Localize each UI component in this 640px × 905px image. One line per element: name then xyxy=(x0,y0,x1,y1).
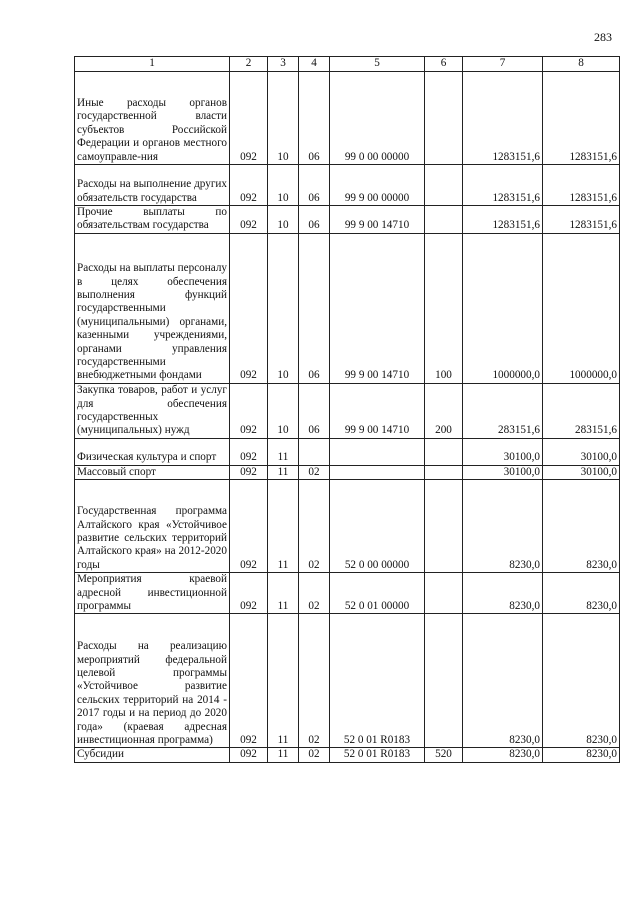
row-name-cell: Субсидии xyxy=(75,748,230,762)
column-header: 4 xyxy=(299,57,330,72)
subsection-cell: 06 xyxy=(299,383,330,438)
admin-code-cell: 092 xyxy=(230,233,268,383)
admin-code-cell: 092 xyxy=(230,573,268,614)
amount-cell: 283151,6 xyxy=(543,383,620,438)
section-cell: 10 xyxy=(268,72,299,165)
expense-type-cell xyxy=(425,438,463,465)
admin-code-cell: 092 xyxy=(230,206,268,234)
target-article-cell: 52 0 01 R0183 xyxy=(330,614,425,748)
admin-code-cell: 092 xyxy=(230,748,268,762)
expense-type-cell xyxy=(425,480,463,573)
amount-cell: 1000000,0 xyxy=(463,233,543,383)
expense-type-cell xyxy=(425,614,463,748)
amount-cell: 1283151,6 xyxy=(463,72,543,165)
target-article-cell: 99 9 00 14710 xyxy=(330,383,425,438)
amount-cell: 1283151,6 xyxy=(463,165,543,206)
amount-cell: 8230,0 xyxy=(463,480,543,573)
section-cell: 10 xyxy=(268,383,299,438)
subsection-cell: 02 xyxy=(299,748,330,762)
amount-cell: 8230,0 xyxy=(463,748,543,762)
table-row xyxy=(75,748,620,762)
row-name-cell: Расходы на выполнение других обязательств государства xyxy=(75,165,230,206)
row-name-cell: Государственная программа Алтайского края «Устойчивое развитие сельских территорий Алтайского края» на 2012-2020 годы xyxy=(75,480,230,573)
subsection-cell: 02 xyxy=(299,614,330,748)
section-cell: 11 xyxy=(268,573,299,614)
subsection-cell: 02 xyxy=(299,465,330,479)
column-header: 6 xyxy=(425,57,463,72)
expense-type-cell xyxy=(425,206,463,234)
subsection-cell: 06 xyxy=(299,72,330,165)
table-row xyxy=(75,573,620,614)
expense-type-cell: 200 xyxy=(425,383,463,438)
expense-type-cell xyxy=(425,165,463,206)
table-row xyxy=(75,480,620,573)
amount-cell: 1283151,6 xyxy=(543,206,620,234)
admin-code-cell: 092 xyxy=(230,614,268,748)
target-article-cell: 99 9 00 14710 xyxy=(330,206,425,234)
table-row xyxy=(75,383,620,438)
subsection-cell: 02 xyxy=(299,573,330,614)
amount-cell: 8230,0 xyxy=(463,614,543,748)
expense-type-cell: 100 xyxy=(425,233,463,383)
table-row xyxy=(75,206,620,234)
row-name-cell: Мероприятия краевой адресной инвестиционной программы xyxy=(75,573,230,614)
target-article-cell xyxy=(330,438,425,465)
admin-code-cell: 092 xyxy=(230,438,268,465)
target-article-cell: 99 9 00 00000 xyxy=(330,165,425,206)
amount-cell: 1283151,6 xyxy=(543,72,620,165)
amount-cell: 8230,0 xyxy=(543,480,620,573)
row-name-cell: Расходы на реализацию мероприятий федеральной целевой программы «Устойчивое развитие сельских территорий на 2014 - 2017 годы и на период до 2020 года» (краевая адресная инвестиционная программа) xyxy=(75,614,230,748)
amount-cell: 8230,0 xyxy=(543,614,620,748)
admin-code-cell: 092 xyxy=(230,383,268,438)
admin-code-cell: 092 xyxy=(230,480,268,573)
amount-cell: 283151,6 xyxy=(463,383,543,438)
section-cell: 11 xyxy=(268,480,299,573)
target-article-cell: 52 0 00 00000 xyxy=(330,480,425,573)
target-article-cell: 99 0 00 00000 xyxy=(330,72,425,165)
amount-cell: 8230,0 xyxy=(543,748,620,762)
column-header: 2 xyxy=(230,57,268,72)
target-article-cell: 99 9 00 14710 xyxy=(330,233,425,383)
row-name-cell: Физическая культура и спорт xyxy=(75,438,230,465)
section-cell: 10 xyxy=(268,165,299,206)
amount-cell: 8230,0 xyxy=(463,573,543,614)
row-name-cell: Прочие выплаты по обязательствам государства xyxy=(75,206,230,234)
amount-cell: 30100,0 xyxy=(543,465,620,479)
column-header: 3 xyxy=(268,57,299,72)
page-number: 283 xyxy=(594,30,612,44)
table-row xyxy=(75,233,620,383)
budget-table xyxy=(74,56,620,763)
row-name-cell: Закупка товаров, работ и услуг для обеспечения государственных (муниципальных) нужд xyxy=(75,383,230,438)
admin-code-cell: 092 xyxy=(230,165,268,206)
table-row xyxy=(75,614,620,748)
target-article-cell: 52 0 01 R0183 xyxy=(330,748,425,762)
target-article-cell xyxy=(330,465,425,479)
amount-cell: 30100,0 xyxy=(543,438,620,465)
amount-cell: 8230,0 xyxy=(543,573,620,614)
subsection-cell xyxy=(299,438,330,465)
row-name-cell: Расходы на выплаты персоналу в целях обеспечения выполнения функций государственными (муниципальными) органами, казенными учреждениями, органами управления государственными внебюджетными фондами xyxy=(75,233,230,383)
column-header: 7 xyxy=(463,57,543,72)
table-header-row xyxy=(75,57,620,72)
target-article-cell: 52 0 01 00000 xyxy=(330,573,425,614)
table-row xyxy=(75,438,620,465)
section-cell: 11 xyxy=(268,614,299,748)
amount-cell: 1283151,6 xyxy=(543,165,620,206)
expense-type-cell xyxy=(425,72,463,165)
column-header: 5 xyxy=(330,57,425,72)
row-name-cell: Иные расходы органов государственной власти субъектов Российской Федерации и органов местного самоуправле-ния xyxy=(75,72,230,165)
admin-code-cell: 092 xyxy=(230,72,268,165)
subsection-cell: 06 xyxy=(299,165,330,206)
expense-type-cell: 520 xyxy=(425,748,463,762)
amount-cell: 1000000,0 xyxy=(543,233,620,383)
expense-type-cell xyxy=(425,465,463,479)
admin-code-cell: 092 xyxy=(230,465,268,479)
column-header: 1 xyxy=(75,57,230,72)
subsection-cell: 06 xyxy=(299,233,330,383)
section-cell: 11 xyxy=(268,748,299,762)
amount-cell: 1283151,6 xyxy=(463,206,543,234)
column-header: 8 xyxy=(543,57,620,72)
amount-cell: 30100,0 xyxy=(463,438,543,465)
table-row xyxy=(75,72,620,165)
section-cell: 10 xyxy=(268,206,299,234)
subsection-cell: 02 xyxy=(299,480,330,573)
table-row xyxy=(75,465,620,479)
amount-cell: 30100,0 xyxy=(463,465,543,479)
section-cell: 11 xyxy=(268,465,299,479)
section-cell: 10 xyxy=(268,233,299,383)
row-name-cell: Массовый спорт xyxy=(75,465,230,479)
table-row xyxy=(75,165,620,206)
expense-type-cell xyxy=(425,573,463,614)
subsection-cell: 06 xyxy=(299,206,330,234)
section-cell: 11 xyxy=(268,438,299,465)
